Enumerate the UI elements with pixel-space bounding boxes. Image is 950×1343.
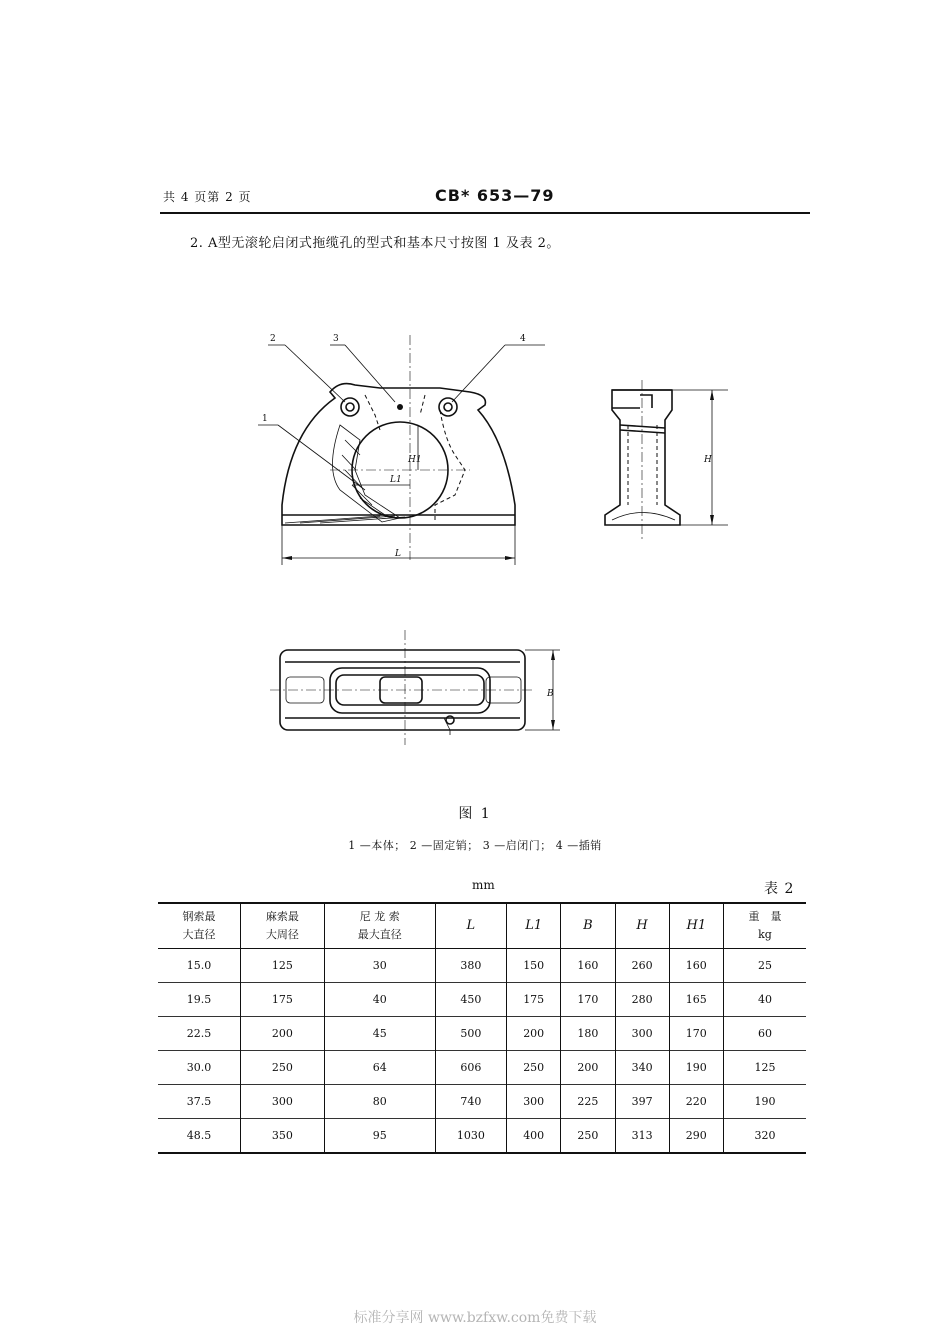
table-cell: 397 [615,1085,669,1119]
table-cell: 300 [507,1085,561,1119]
table-cell: 190 [723,1085,806,1119]
header-L: L [435,903,506,949]
dimension-table [158,902,806,1154]
table-cell: 45 [324,1017,435,1051]
table-cell: 175 [507,983,561,1017]
part-label-4: 4 [520,334,526,344]
table-unit: mm [472,878,495,892]
table-cell: 40 [324,983,435,1017]
table-cell: 300 [241,1085,325,1119]
dim-L: L [395,549,401,559]
standard-code: CB* 653—79 [435,186,555,205]
figure-legend: 1 —本体； 2 —固定销； 3 —启闭门； 4 —插销 [348,839,602,852]
table-row [158,949,806,983]
table-cell: 150 [507,949,561,983]
table-cell: 30 [324,949,435,983]
table-row [158,1051,806,1085]
table-cell: 320 [723,1119,806,1154]
table-cell: 160 [561,949,615,983]
table-cell: 160 [669,949,723,983]
table-cell: 19.5 [186,993,212,1006]
table-cell: 64 [324,1051,435,1085]
table-cell: 200 [241,1017,325,1051]
header-weight: 重 量 kg [723,903,806,949]
table-cell: 606 [435,1051,506,1085]
header-H1: H1 [669,903,723,949]
table-cell: 200 [561,1051,615,1085]
table-cell: 190 [669,1051,723,1085]
header-B: B [561,903,615,949]
table-cell: 250 [507,1051,561,1085]
table-cell: 125 [723,1051,806,1085]
table-cell: 313 [615,1119,669,1154]
table-cell: 80 [324,1085,435,1119]
table-cell: 170 [669,1017,723,1051]
table-cell: 340 [615,1051,669,1085]
table-cell: 95 [324,1119,435,1154]
table-cell: 170 [561,983,615,1017]
table-cell: 1030 [435,1119,506,1154]
front-view [258,334,545,565]
table-cell: 225 [561,1085,615,1119]
table-cell: 175 [241,983,325,1017]
header-hemp-rope-circ: 麻索最 大周径 [241,903,325,949]
table-cell: 250 [241,1051,325,1085]
table-row [158,1085,806,1119]
table-cell: 250 [561,1119,615,1154]
part-label-2: 2 [270,334,276,344]
table-cell: 500 [435,1017,506,1051]
table-cell: 60 [723,1017,806,1051]
table-cell: 220 [669,1085,723,1119]
table-cell: 290 [669,1119,723,1154]
table-cell: 380 [435,949,506,983]
table-cell: 450 [435,983,506,1017]
dim-H1: H1 [408,455,422,465]
header-L1: L1 [507,903,561,949]
table-cell: 37.5 [186,1095,212,1108]
table-cell: 740 [435,1085,506,1119]
part-label-1: 1 [262,414,268,424]
table-row [158,1119,806,1154]
table-cell: 260 [615,949,669,983]
table-cell: 15.0 [186,959,212,972]
table-row [158,1017,806,1051]
header-wire-rope-dia: 钢索最 大直径 [182,910,216,941]
header-nylon-rope-dia: 尼 龙 索 最大直径 [324,903,435,949]
dim-L1: L1 [390,475,402,485]
watermark: 标准分享网 www.bzfxw.com免费下载 [353,1310,597,1326]
page-info: 共 4 页第 2 页 [163,190,252,204]
side-view [605,380,728,540]
table-cell: 200 [507,1017,561,1051]
dim-B: B [547,689,554,699]
table-header-row [158,903,806,949]
table-row [158,983,806,1017]
table-cell: 280 [615,983,669,1017]
figure-title: 图 1 [458,806,492,822]
part-label-3: 3 [333,334,339,344]
header-H: H [615,903,669,949]
dim-H: H [704,455,712,465]
table-cell: 25 [723,949,806,983]
table-label: 表 2 [764,881,795,897]
table-cell: 48.5 [186,1129,212,1142]
table-cell: 350 [241,1119,325,1154]
table-cell: 22.5 [186,1027,212,1040]
table-cell: 40 [723,983,806,1017]
table-cell: 400 [507,1119,561,1154]
table-cell: 165 [669,983,723,1017]
table-cell: 180 [561,1017,615,1051]
plan-view [270,630,560,745]
table-cell: 125 [241,949,325,983]
table-cell: 30.0 [186,1061,212,1074]
table-cell: 300 [615,1017,669,1051]
clause-text: 2. A型无滚轮启闭式拖缆孔的型式和基本尺寸按图 1 及表 2。 [190,236,560,251]
